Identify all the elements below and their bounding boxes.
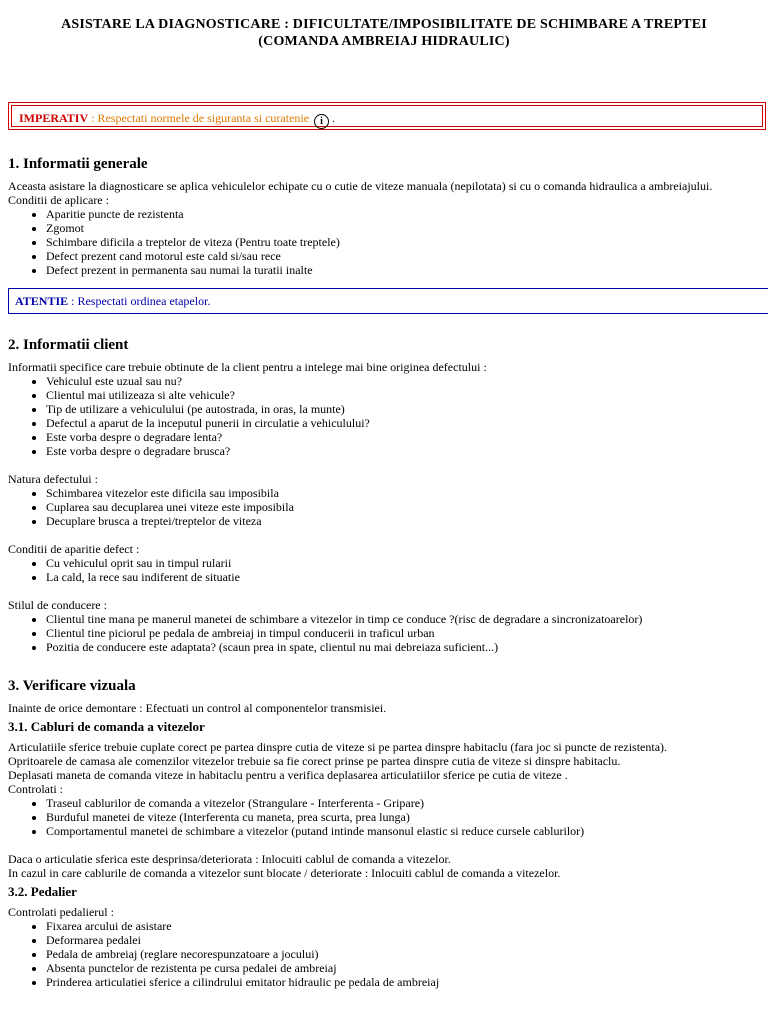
section-3-1-line: Articulatiile sferice trebuie cuplate corect pe partea dinspre cutia de viteze si pe partea dinspre habitaclu (fara joc si puncte de rezistenta). xyxy=(8,740,668,754)
section-1-list xyxy=(8,207,712,277)
section-3-1-heading: 3.1. Cabluri de comanda a vitezelor xyxy=(8,719,205,734)
atentie-label: ATENTIE xyxy=(15,294,69,308)
list-item: • Tip de utilizare a vehiculului (pe autostrada, in oras, la munte) xyxy=(46,402,642,416)
imperativ-text: Respectati normele de siguranta si curatenie xyxy=(97,111,310,125)
list-item: • Vehiculul este uzual sau nu? xyxy=(46,374,642,388)
section-3 xyxy=(8,677,667,989)
section-3-1-after-2: In cazul in care cablurile de comanda a vitezelor sunt blocate / deteriorate : Inlocuiti cablul de comanda a vitezelor. xyxy=(8,866,561,880)
section-3-intro: Inainte de orice demontare : Efectuati un control al componentelor transmisiei. xyxy=(8,701,387,715)
section-3-heading: 3. Verificare vizuala xyxy=(8,678,136,694)
section-3-2-heading: 3.2. Pedalier xyxy=(8,884,77,899)
list-item: • Este vorba despre o degradare lenta? xyxy=(46,430,642,444)
imperativ-box xyxy=(8,102,766,130)
list-item: • Defectul a aparut de la inceputul punerii in circulatie a vehiculului? xyxy=(46,416,642,430)
list-item: • Pozitia de conducere este adaptata? (scaun prea in spate, clientul nu mai debreiaza suficient...) xyxy=(46,640,642,654)
list-item: • Absenta punctelor de rezistenta pe cursa pedalei de ambreiaj xyxy=(46,961,667,975)
section-1-heading: 1. Informatii generale xyxy=(8,156,148,172)
list-item: • Cu vehiculul oprit sau in timpul rularii xyxy=(46,556,642,570)
list-item: • Clientul tine piciorul pe pedala de ambreiaj in timpul conducerii in traficul urban xyxy=(46,626,642,640)
imperativ-inner xyxy=(11,105,763,127)
conditii-label: Conditii de aparitie defect : xyxy=(8,542,140,556)
atentie-text: : Respectati ordinea etapelor. xyxy=(68,294,211,308)
list-item: • Decuplare brusca a treptei/treptelor de viteza xyxy=(46,514,642,528)
page-title xyxy=(0,16,768,50)
section-1 xyxy=(8,155,712,277)
section-3-1-list xyxy=(8,796,667,838)
list-item: • Defect prezent cand motorul este cald si/sau rece xyxy=(46,249,712,263)
section-3-1-line: Controlati : xyxy=(8,782,63,796)
title-line-2: (COMANDA AMBREIAJ HIDRAULIC) xyxy=(258,34,510,49)
list-item: • Prinderea articulatiei sferice a cilindrului emitator hidraulic pe pedala de ambreiaj xyxy=(46,975,667,989)
section-2-intro: Informatii specifice care trebuie obtinute de la client pentru a intelege mai bine originea defectului : xyxy=(8,360,487,374)
section-2-list-4 xyxy=(8,612,642,654)
section-2 xyxy=(8,336,642,654)
list-item: • Fixarea arcului de asistare xyxy=(46,919,667,933)
natura-label: Natura defectului : xyxy=(8,472,98,486)
info-icon[interactable]: i xyxy=(314,114,329,129)
list-item: • Comportamentul manetei de schimbare a vitezelor (putand intinde mansonul elastic si reduce cursele cablurilor) xyxy=(46,824,667,838)
list-item: • Schimbarea vitezelor este dificila sau imposibila xyxy=(46,486,642,500)
list-item: • Pedala de ambreiaj (reglare necorespunzatoare a jocului) xyxy=(46,947,667,961)
section-2-list-1 xyxy=(8,374,642,458)
section-2-heading: 2. Informatii client xyxy=(8,337,129,353)
list-item: • Aparitie puncte de rezistenta xyxy=(46,207,712,221)
list-item: • Defect prezent in permanenta sau numai la turatii inalte xyxy=(46,263,712,277)
imperativ-label: IMPERATIV xyxy=(19,111,89,125)
list-item: • Traseul cablurilor de comanda a vitezelor (Strangulare - Interferenta - Gripare) xyxy=(46,796,667,810)
section-1-para: Aceasta asistare la diagnosticare se aplica vehiculelor echipate cu o cutie de viteze manuala (nepilotata) si cu o comanda hidraulica a ambreiajului. xyxy=(8,179,713,193)
list-item: • Schimbare dificila a treptelor de viteza (Pentru toate treptele) xyxy=(46,235,712,249)
section-2-list-3 xyxy=(8,556,642,584)
list-item: • Zgomot xyxy=(46,221,712,235)
stilul-label: Stilul de conducere : xyxy=(8,598,107,612)
list-item: • Clientul mai utilizeaza si alte vehicule? xyxy=(46,388,642,402)
imperativ-sep: : xyxy=(88,111,98,125)
atentie-box xyxy=(8,288,768,314)
section-3-1-line: Opritoarele de camasa ale comenzilor vitezelor trebuie sa fie corect prinse pe partea dinspre cutia de viteze si dinspre habitaclu. xyxy=(8,754,621,768)
list-item: • Este vorba despre o degradare brusca? xyxy=(46,444,642,458)
list-item: • La cald, la rece sau indiferent de situatie xyxy=(46,570,642,584)
section-3-2-intro: Controlati pedalierul : xyxy=(8,905,114,919)
section-3-2-list xyxy=(8,919,667,989)
list-item: • Burduful manetei de viteze (Interferenta cu maneta, prea scurta, prea lunga) xyxy=(46,810,667,824)
section-3-1-line: Deplasati maneta de comanda viteze in habitaclu pentru a verifica deplasarea articulatiilor sferice pe cutia de viteze . xyxy=(8,768,568,782)
imperativ-end: . xyxy=(329,111,336,125)
list-item: • Deformarea pedalei xyxy=(46,933,667,947)
title-line-1: ASISTARE LA DIAGNOSTICARE : DIFICULTATE/IMPOSIBILITATE DE SCHIMBARE A TREPTEI xyxy=(61,17,707,32)
section-2-list-2 xyxy=(8,486,642,528)
section-3-1-after-1: Daca o articulatie sferica este desprinsa/deteriorata : Inlocuiti cablul de comanda a vitezelor. xyxy=(8,852,451,866)
list-item: • Cuplarea sau decuplarea unei viteze este imposibila xyxy=(46,500,642,514)
section-1-conditions-label: Conditii de aplicare : xyxy=(8,193,109,207)
list-item: • Clientul tine mana pe manerul manetei de schimbare a vitezelor in timp ce conduce ?(risc de degradare a sincronizatoarelor) xyxy=(46,612,642,626)
